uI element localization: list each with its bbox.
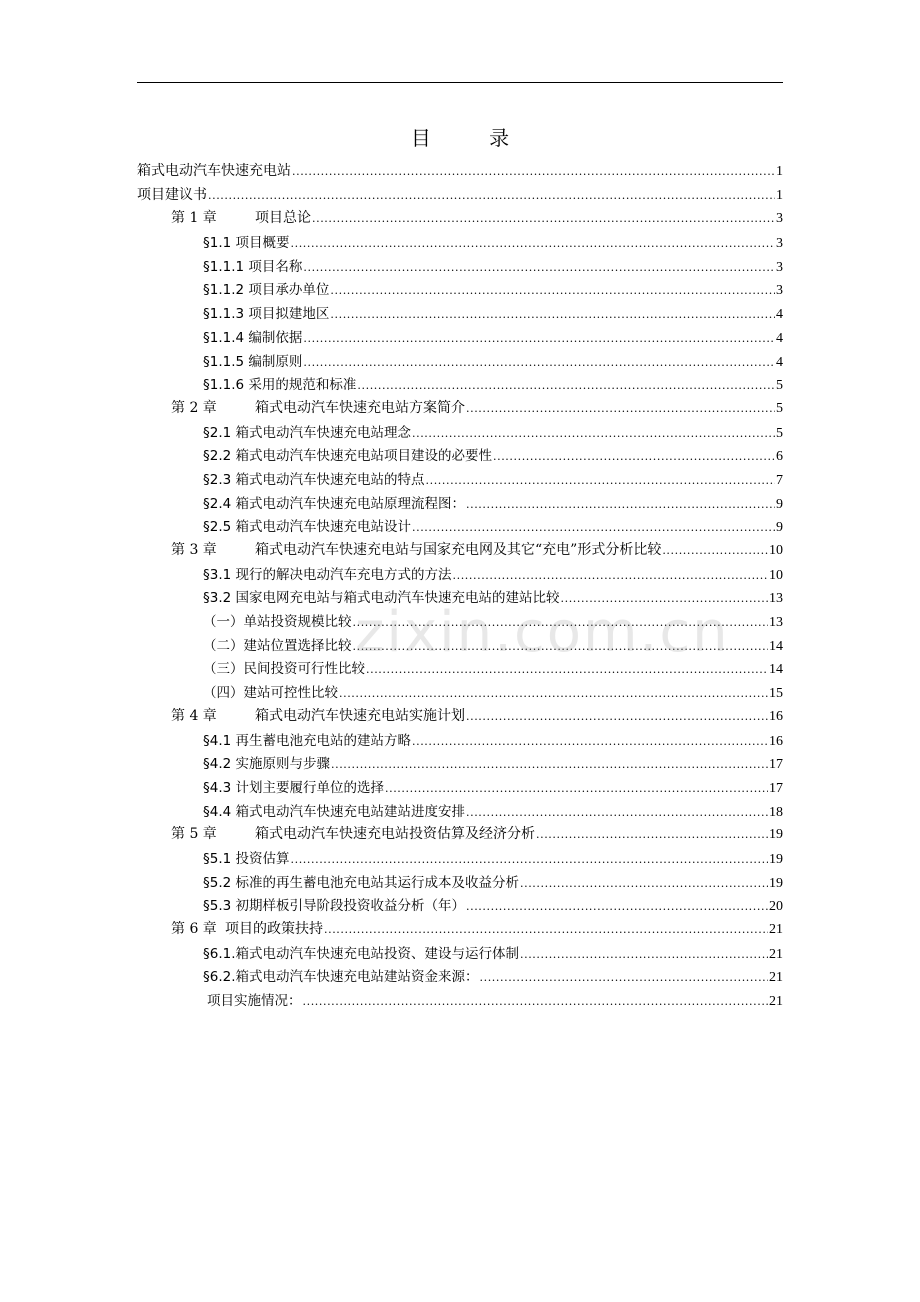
toc-dot-leader [466,806,768,819]
toc-dot-leader [324,923,768,936]
toc-entry-label [203,421,411,441]
toc-entry[interactable] [137,255,783,279]
toc-dot-leader [520,877,768,890]
toc-page-number: 17 [769,780,783,796]
toc-dot-leader [366,663,768,676]
toc-entry[interactable] [137,421,783,445]
toc-entry-text: §1.1.2 项目承办单位 [203,282,330,299]
toc-page-number: 19 [769,851,783,867]
toc-entry-label [203,894,465,914]
toc-entry-label [203,657,365,677]
toc-entry-text: §1.1.5 编制原则 [203,353,303,370]
toc-dot-leader [412,521,775,534]
toc-dot-leader [339,687,768,700]
toc-dot-leader [357,379,775,392]
toc-entry-text: 箱式电动汽车快速充电站投资估算及经济分析 [255,826,535,843]
toc-entry-label [137,160,291,180]
toc-entry-label [203,847,290,867]
toc-entry-label [203,634,352,654]
toc-page-number: 9 [776,520,783,536]
toc-entry-text: §2.3 箱式电动汽车快速充电站的特点 [203,471,425,488]
toc-dot-leader [520,948,768,961]
toc-entry-label [171,207,311,227]
toc-entry-text: 项目建议书 [137,186,207,203]
toc-entry-label [203,350,302,370]
toc-dot-leader [412,427,775,440]
toc-entry[interactable] [137,397,783,421]
toc-entry[interactable] [137,800,783,824]
toc-page-number: 16 [769,733,783,749]
toc-dot-leader [303,356,775,369]
toc-entry-label [203,681,338,701]
toc-entry-label [203,965,479,985]
toc-entry-text: （一）单站投资规模比较 [203,614,352,631]
toc-entry-text: 箱式电动汽车快速充电站 [137,163,291,179]
toc-dot-leader [466,498,775,511]
toc-dot-leader [662,544,768,557]
toc-entry[interactable] [137,231,783,255]
toc-entry-label [171,823,535,843]
toc-entry-text: §3.2 国家电网充电站与箱式电动汽车快速充电站的建站比较 [203,590,560,607]
toc-page-number: 21 [769,970,783,986]
toc-page-number: 21 [769,946,783,962]
toc-entry-text: 项目总论 [255,210,311,227]
toc-page-number: 1 [776,164,783,179]
watermark: zixin.com.cn [355,600,730,665]
toc-entry-text: §2.1 箱式电动汽车快速充电站理念 [203,424,412,441]
toc-entry-text: §2.4 箱式电动汽车快速充电站原理流程图： [203,495,466,512]
toc-dot-leader [303,261,775,274]
toc-entry-text: §6.1.箱式电动汽车快速充电站投资、建设与运行体制 [203,945,520,962]
toc-entry-text: §3.1 现行的解决电动汽车充电方式的方法 [203,566,452,583]
toc-entry-text: §1.1 项目概要 [203,235,290,252]
toc-entry[interactable] [137,160,783,184]
toc-dot-leader [480,971,768,984]
toc-entry[interactable] [137,942,783,966]
toc-entry[interactable] [137,705,783,729]
toc-page-number: 5 [776,378,783,394]
toc-entry[interactable] [137,586,783,610]
toc-entry-label [203,610,352,630]
toc-entry-text: 箱式电动汽车快速充电站方案简介 [255,399,465,416]
toc-chapter-number: 第 3 章 [171,542,217,558]
toc-entry-label [203,515,411,535]
page-title: 目 录 [410,126,536,150]
toc-entry[interactable] [137,681,783,705]
toc-page-number: 7 [776,472,783,488]
toc-entry-text: 项目的政策扶持 [225,921,323,937]
toc-page-number: 14 [769,662,783,678]
toc-entry-text: §6.2.箱式电动汽车快速充电站建站资金来源： [203,969,479,986]
toc-chapter-number: 第 4 章 [171,707,217,724]
toc-page-number: 4 [776,307,783,323]
toc-dot-leader [536,828,768,841]
toc-entry-label [203,586,560,606]
toc-entry-label [203,444,492,464]
toc-entry-text: 箱式电动汽车快速充电站实施计划 [255,707,465,724]
toc-dot-leader [303,332,775,345]
toc-entry-label [203,492,465,512]
toc-entry[interactable] [137,918,783,942]
toc-page-number: 10 [769,567,783,583]
toc-entry[interactable] [137,184,783,208]
toc-dot-leader [291,237,775,250]
toc-page-number: 14 [769,638,783,654]
toc-entry-text: §2.5 箱式电动汽车快速充电站设计 [203,519,412,536]
toc-entry[interactable] [137,634,783,658]
toc-entry[interactable] [137,871,783,895]
toc-entry-label [171,918,323,938]
toc-entry[interactable] [137,776,783,800]
toc-entry-label [207,989,302,1009]
toc-dot-leader [561,592,768,605]
toc-entry-label [203,729,411,749]
toc-entry-text: §2.2 箱式电动汽车快速充电站项目建设的必要性 [203,448,493,465]
toc-entry[interactable] [137,350,783,374]
toc-entry-label [203,468,425,488]
toc-dot-leader [330,284,775,297]
toc-dot-leader [292,165,775,178]
toc-dot-leader [312,212,775,225]
toc-dot-leader [412,735,768,748]
toc-page-number: 19 [769,827,783,843]
toc-entry-label [203,942,519,962]
toc-entry-label [203,752,330,772]
toc-page-number: 21 [769,922,783,937]
toc-entry[interactable] [137,468,783,492]
table-of-contents [137,160,783,1013]
toc-page-number: 4 [776,354,783,370]
toc-dot-leader [493,450,775,463]
toc-entry[interactable] [137,610,783,634]
toc-entry[interactable] [137,965,783,989]
toc-dot-leader [353,640,769,653]
toc-entry[interactable] [137,657,783,681]
toc-entry-label [203,871,519,891]
toc-entry-text: 箱式电动汽车快速充电站与国家充电网及其它“充电”形式分析比较 [255,542,662,558]
toc-page-number: 10 [769,543,783,558]
toc-entry-label [203,255,302,275]
toc-dot-leader [353,616,769,629]
toc-page-number: 3 [776,236,783,252]
toc-page-number: 18 [769,804,783,820]
toc-entry-text: §1.1.4 编制依据 [203,329,303,346]
toc-dot-leader [291,853,768,866]
toc-entry-text: （三）民间投资可行性比较 [203,661,365,678]
toc-entry[interactable] [137,278,783,302]
toc-page-number: 5 [776,400,783,416]
toc-page-number: 9 [776,496,783,512]
toc-entry-text: §4.3 计划主要履行单位的选择 [203,779,385,796]
toc-entry-text: §5.3 初期样板引导阶段投资收益分析（年） [203,898,466,915]
toc-entry[interactable] [137,752,783,776]
toc-entry[interactable] [137,989,783,1013]
toc-entry-text: §1.1.6 采用的规范和标准 [203,377,357,394]
toc-page-number: 13 [769,591,783,607]
toc-page-number: 16 [769,708,783,724]
toc-entry-text: §1.1.3 项目拟建地区 [203,306,330,323]
toc-entry-text: 项目实施情况： [207,993,302,1010]
toc-dot-leader [303,995,769,1008]
toc-entry[interactable] [137,729,783,753]
toc-chapter-number: 第 6 章 [171,921,217,937]
toc-entry[interactable] [137,326,783,350]
toc-entry-label [203,278,329,298]
toc-entry-label [203,231,290,251]
toc-entry[interactable] [137,207,783,231]
toc-dot-leader [453,569,768,582]
toc-entry-label [203,563,452,583]
toc-page-number: 20 [769,899,783,915]
toc-entry[interactable] [137,539,783,563]
toc-page-number: 15 [769,686,783,702]
toc-entry-label [171,539,661,559]
toc-dot-leader [330,308,775,321]
toc-entry[interactable] [137,515,783,539]
toc-entry-label [203,800,465,820]
toc-chapter-number: 第 5 章 [171,826,217,843]
toc-page-number: 6 [776,449,783,465]
toc-entry-text: §4.1 再生蓄电池充电站的建站方略 [203,732,412,749]
toc-entry-text: §5.2 标准的再生蓄电池充电站其运行成本及收益分析 [203,874,520,891]
toc-dot-leader [466,710,768,723]
toc-page-number: 21 [769,994,783,1010]
toc-entry[interactable] [137,823,783,847]
toc-page-number: 3 [776,259,783,275]
toc-page-number: 5 [776,425,783,441]
toc-entry-label [137,184,207,204]
toc-entry[interactable] [137,563,783,587]
toc-page-number: 4 [776,330,783,346]
toc-entry-label [171,397,465,417]
toc-dot-leader [426,474,775,487]
toc-dot-leader [466,900,768,913]
toc-dot-leader [208,189,775,202]
toc-dot-leader [466,402,775,415]
toc-chapter-number: 第 2 章 [171,399,217,416]
toc-page-number: 19 [769,875,783,891]
toc-entry-text: §5.1 投资估算 [203,850,290,867]
toc-entry-text: §1.1.1 项目名称 [203,258,303,275]
toc-entry[interactable] [137,302,783,326]
toc-page-number: 1 [776,187,783,203]
toc-entry-label [203,302,329,322]
toc-page-number: 3 [776,283,783,299]
toc-entry-label [171,705,465,725]
toc-entry-label [203,373,356,393]
toc-entry[interactable] [137,444,783,468]
toc-entry-text: （二）建站位置选择比较 [203,637,352,654]
toc-page-number: 3 [776,211,783,227]
toc-dot-leader [385,782,768,795]
toc-entry-text: §4.2 实施原则与步骤 [203,756,331,773]
toc-page-number: 17 [769,757,783,773]
toc-dot-leader [331,758,768,771]
header-rule [137,82,783,83]
toc-entry-text: （四）建站可控性比较 [203,685,338,702]
toc-entry-text: §4.4 箱式电动汽车快速充电站建站进度安排 [203,803,466,820]
toc-entry[interactable] [137,373,783,397]
toc-chapter-number: 第 1 章 [171,210,217,227]
toc-entry[interactable] [137,894,783,918]
toc-entry[interactable] [137,847,783,871]
toc-entry[interactable] [137,492,783,516]
toc-entry-label [203,776,384,796]
toc-page-number: 13 [769,615,783,631]
toc-entry-label [203,326,302,346]
